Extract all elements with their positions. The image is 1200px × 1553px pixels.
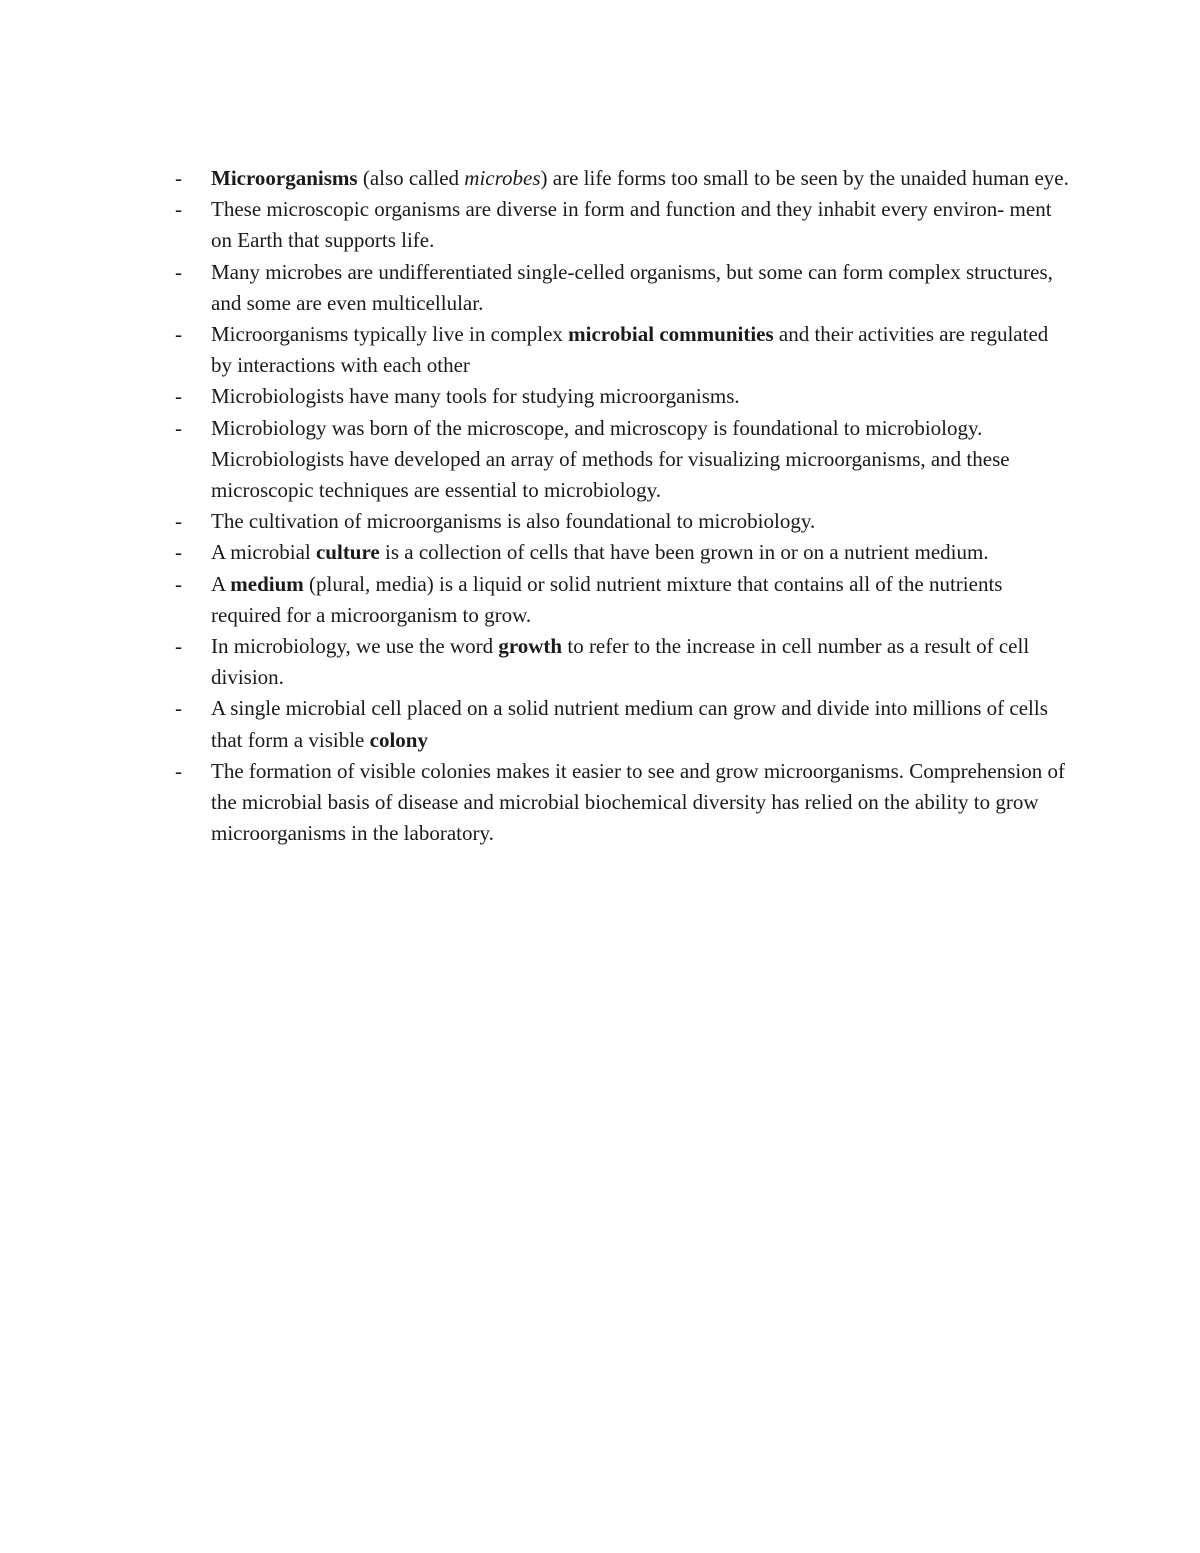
list-item-text [211,166,1069,190]
list-item [172,381,1072,412]
list-item [172,631,1072,693]
text-segment: (plural, media) is a liquid or solid nutrient mixture that contains all of the nutrients required for a microorganism to grow. [211,571,1003,627]
list-item-text [211,696,1048,751]
bullet-dash: - [175,259,182,284]
list-item-text [211,634,1029,689]
text-segment: The formation of visible colonies makes it easier to see and grow microorganisms. Comprehension of the microbial basis of disease and microbial biochemical diversity has relied on the ability to grow microorganisms in the laboratory. [211,758,1065,846]
bullet-dash: - [175,415,182,440]
list-item [172,257,1072,319]
list-item-text [211,540,989,564]
text-segment: Many microbes are undifferentiated single-celled organisms, but some can form complex structures, and some are even multicellular. [211,259,1053,315]
list-item [172,319,1072,381]
text-segment: Microbiology was born of the microscope, and microscopy is foundational to microbiology. Microbiologists have developed an array of methods for visualizing microorganisms, and these microscopic techniques are essential to microbiology. [211,415,1010,503]
text-segment: A microbial [211,540,316,565]
list-item [172,194,1072,256]
text-segment: Microorganisms typically live in complex [211,322,569,347]
list-item [172,413,1072,507]
bold-term: colony [369,727,428,752]
text-segment: Microbiologists have many tools for studying microorganisms. [211,384,740,409]
list-item-text [211,509,815,533]
list-item [172,569,1072,631]
list-item [172,756,1072,850]
bullet-dash: - [175,166,182,190]
list-item [172,506,1072,537]
bold-term: Microorganisms [211,166,358,190]
list-item-text [211,572,1002,627]
list-item [172,693,1072,755]
text-segment: to refer to the increase in cell number as a result of cell division. [211,634,1030,690]
list-item-text [211,197,1052,252]
bold-term: growth [498,634,563,659]
text-segment: is a collection of cells that have been grown in or on a nutrient medium. [379,540,989,565]
list-item [172,163,1072,194]
bullet-dash: - [175,758,182,783]
italic-term: microbes [464,166,541,190]
bullet-dash: - [175,571,182,596]
bullet-dash: - [175,696,182,721]
bold-term: medium [230,571,304,596]
bullet-dash: - [175,197,182,222]
text-segment: These microscopic organisms are diverse in form and function and they inhabit every environ- ment on Earth that supports life. [211,197,1052,253]
text-segment: (also called [357,166,465,190]
text-segment: In microbiology, we use the word [211,634,499,659]
bold-term: culture [315,540,380,565]
text-segment: ) are life forms too small to be seen by the unaided human eye. [540,166,1069,190]
list-item-text [211,260,1053,315]
text-segment: The cultivation of microorganisms is also foundational to microbiology. [211,509,816,534]
list-item-text [211,759,1065,845]
list-item-text [211,322,1048,377]
bullet-list [172,163,1072,849]
list-item [172,537,1072,568]
text-segment: A single microbial cell placed on a solid nutrient medium can grow and divide into millions of cells that form a visible [211,696,1048,752]
bullet-dash: - [175,509,182,534]
bullet-dash: - [175,540,182,565]
text-segment: A [211,571,231,596]
list-item-text [211,384,740,408]
list-item-text [211,416,1010,502]
text-segment: and their activities are regulated by interactions with each other [211,322,1049,378]
bullet-dash: - [175,322,182,347]
bold-term: microbial communities [568,322,774,347]
bullet-dash: - [175,384,182,409]
bullet-dash: - [175,634,182,659]
